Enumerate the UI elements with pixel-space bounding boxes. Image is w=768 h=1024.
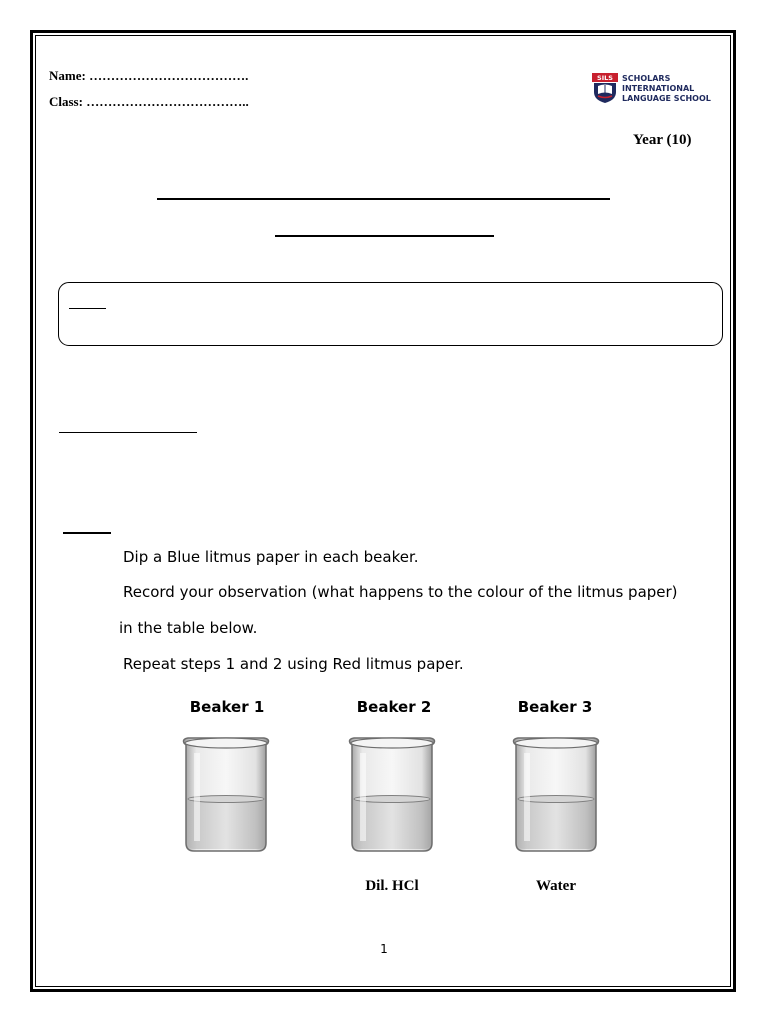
subtitle-line bbox=[275, 235, 494, 237]
section-heading-line bbox=[59, 432, 197, 433]
beaker-1-icon bbox=[180, 735, 272, 853]
beaker-3-icon bbox=[510, 735, 602, 853]
beaker-2-icon bbox=[346, 735, 438, 853]
logo-line-2: INTERNATIONAL bbox=[622, 84, 695, 93]
method-heading-line bbox=[63, 532, 111, 534]
beaker-2-label: Beaker 2 bbox=[356, 698, 432, 716]
name-field: Name: ………………………………. bbox=[49, 68, 249, 83]
instructions-heading-line bbox=[69, 308, 106, 309]
step-3: Repeat steps 1 and 2 using Red litmus paper. bbox=[123, 655, 464, 673]
school-crest-icon bbox=[591, 72, 619, 104]
school-logo bbox=[591, 72, 731, 112]
logo-line-1: SCHOLARS bbox=[622, 74, 671, 83]
title-line bbox=[157, 198, 610, 200]
class-field: Class: ……………………………….. bbox=[49, 94, 249, 109]
beaker-2-contents: Dil. HCl bbox=[365, 878, 419, 894]
step-1: Dip a Blue litmus paper in each beaker. bbox=[123, 548, 419, 566]
logo-text bbox=[622, 74, 711, 104]
year-label: Year (10) bbox=[633, 132, 692, 148]
beaker-3-contents: Water bbox=[536, 878, 576, 894]
step-2-continued: in the table below. bbox=[119, 619, 258, 637]
page-number: 1 bbox=[380, 942, 388, 956]
beaker-3-label: Beaker 3 bbox=[517, 698, 593, 716]
logo-badge-text: SILS bbox=[597, 74, 613, 82]
beaker-1-label: Beaker 1 bbox=[189, 698, 265, 716]
logo-line-3: LANGUAGE SCHOOL bbox=[622, 94, 711, 103]
step-2: Record your observation (what happens to the colour of the litmus paper) bbox=[123, 583, 678, 601]
instructions-box bbox=[58, 282, 723, 346]
